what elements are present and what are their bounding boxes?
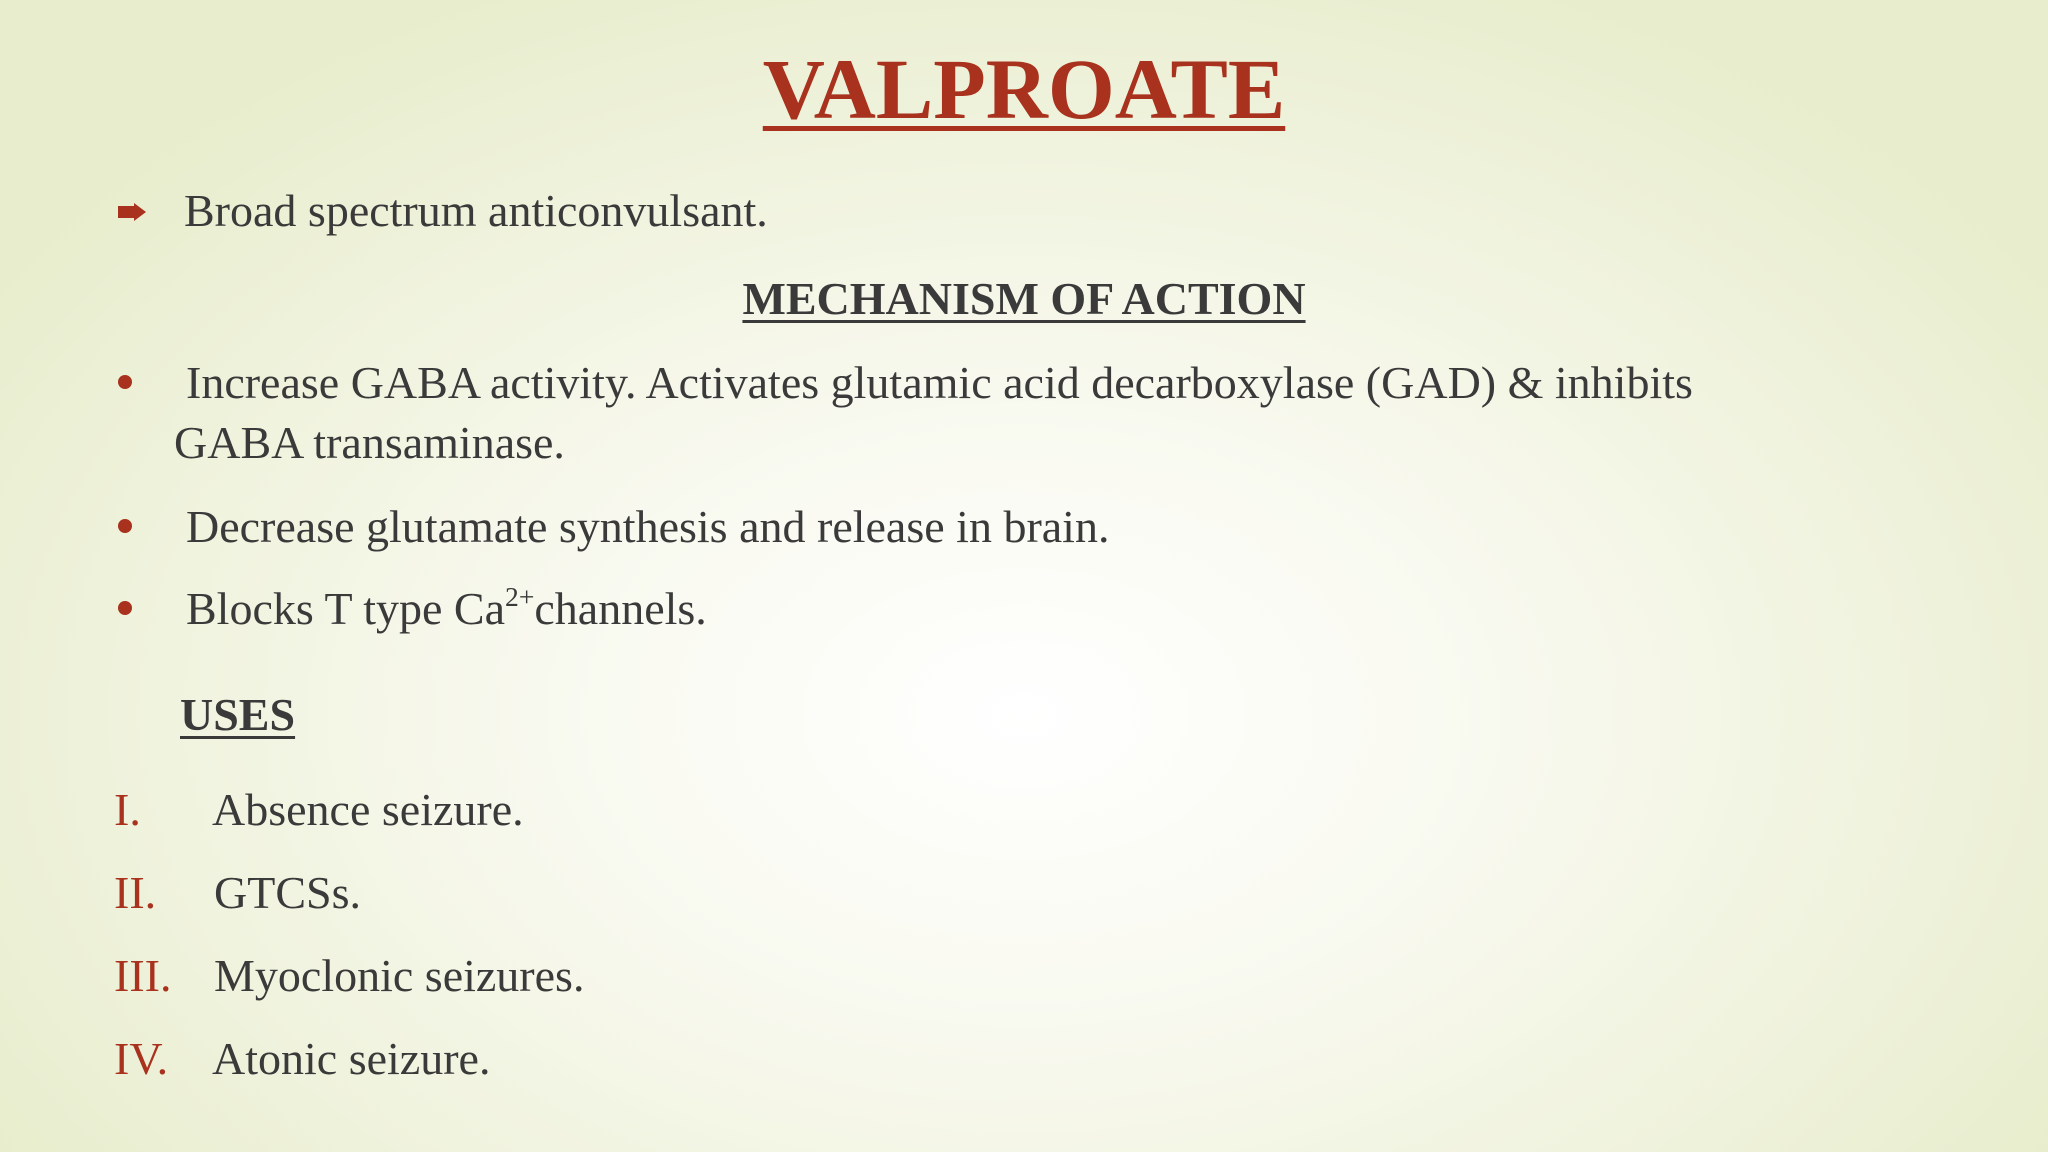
mechanism-item-1-line2: GABA transaminase.: [174, 417, 565, 468]
mechanism-heading: MECHANISM OF ACTION: [742, 273, 1306, 324]
mechanism-item-2: Decrease glutamate synthesis and release in brain.: [186, 501, 1110, 552]
mechanism-item-3-sup: 2+: [505, 580, 535, 612]
mechanism-item-3: [186, 580, 707, 634]
mechanism-item-1-line1: Increase GABA activity. Activates glutamic acid decarboxylase (GAD) & inhibits: [186, 357, 1693, 408]
bullet-dot-icon: [118, 601, 132, 615]
slide-title: VALPROATE: [762, 41, 1286, 137]
bullet-dot-icon: [118, 519, 132, 533]
mechanism-item-3-post: channels.: [534, 583, 707, 634]
uses-heading: USES: [180, 689, 296, 740]
mechanism-item-3-pre: Blocks T type Ca: [186, 583, 506, 634]
use-numeral-3: III.: [114, 950, 172, 1001]
intro-text: Broad spectrum anticonvulsant.: [184, 185, 768, 236]
use-numeral-4: IV.: [114, 1033, 169, 1084]
use-item-2: GTCSs.: [214, 867, 361, 918]
use-item-3: Myoclonic seizures.: [214, 950, 585, 1001]
use-item-1: Absence seizure.: [212, 784, 524, 835]
use-numeral-2: II.: [114, 867, 157, 918]
use-numeral-1: I.: [114, 784, 141, 835]
use-item-4: Atonic seizure.: [212, 1033, 491, 1084]
arrow-bullet-icon: [118, 203, 146, 221]
bullet-dot-icon: [118, 375, 132, 389]
